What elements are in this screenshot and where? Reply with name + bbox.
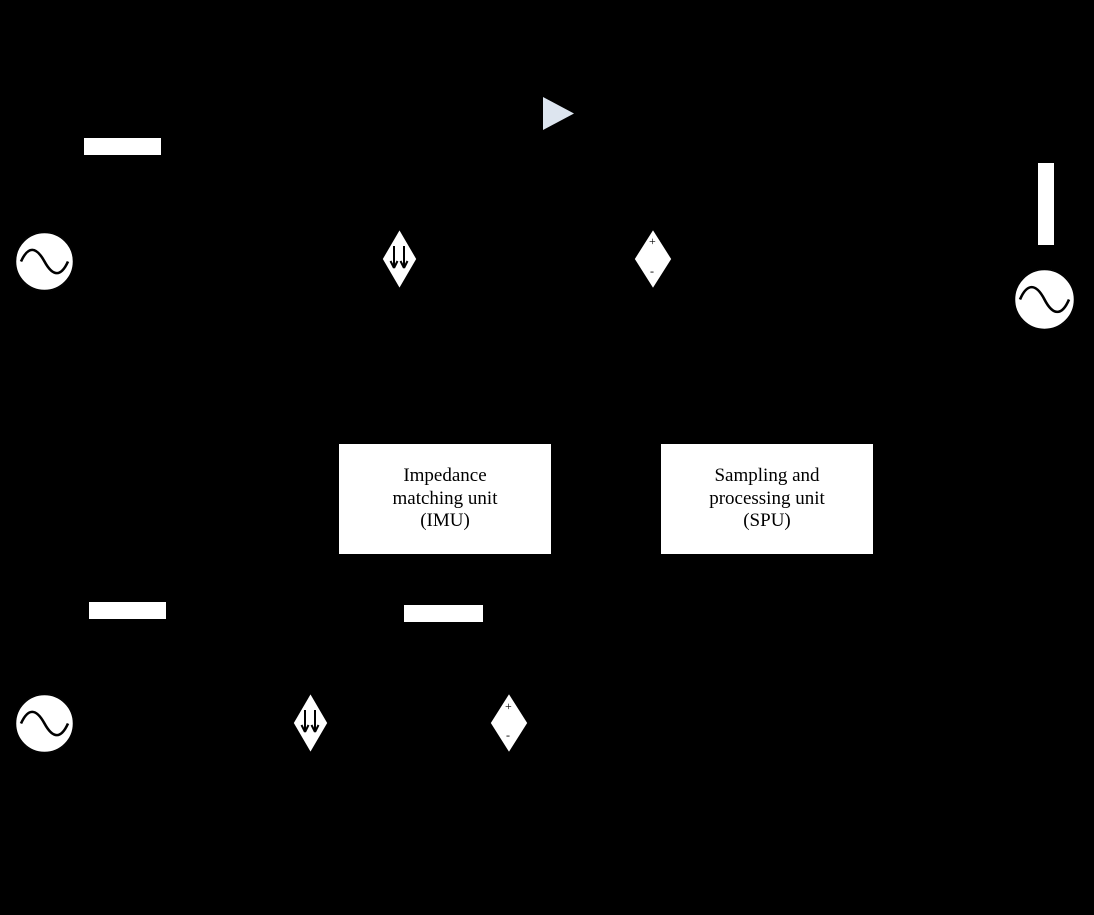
bar-top-left	[84, 138, 161, 155]
voltage-bottom-plus-label: +	[505, 699, 512, 713]
imu-line-2: matching unit	[392, 487, 498, 509]
play-triangle-icon	[542, 96, 575, 131]
block-sampling-processing-unit	[660, 443, 874, 555]
imu-line-3: (IMU)	[420, 510, 470, 532]
voltage-top-minus-label: -	[650, 264, 654, 278]
voltage-bottom-minus-label: -	[506, 728, 510, 742]
spu-line-2: processing unit	[709, 487, 825, 509]
imu-line-1: Impedance	[403, 465, 487, 487]
source-top-right	[1014, 269, 1075, 330]
spu-line-1: Sampling and	[714, 465, 820, 487]
voltage-top-plus-label: +	[649, 234, 656, 248]
current-meter-top-icon	[381, 228, 418, 290]
block-impedance-matching-unit	[338, 443, 552, 555]
bar-right-vertical	[1038, 163, 1054, 245]
source-bottom-left	[15, 694, 74, 753]
bar-bottom-left	[89, 602, 166, 619]
current-meter-bottom-icon	[292, 692, 329, 754]
source-top-left	[15, 232, 74, 291]
spu-line-3: (SPU)	[743, 510, 791, 532]
bar-bottom-mid	[404, 605, 483, 622]
